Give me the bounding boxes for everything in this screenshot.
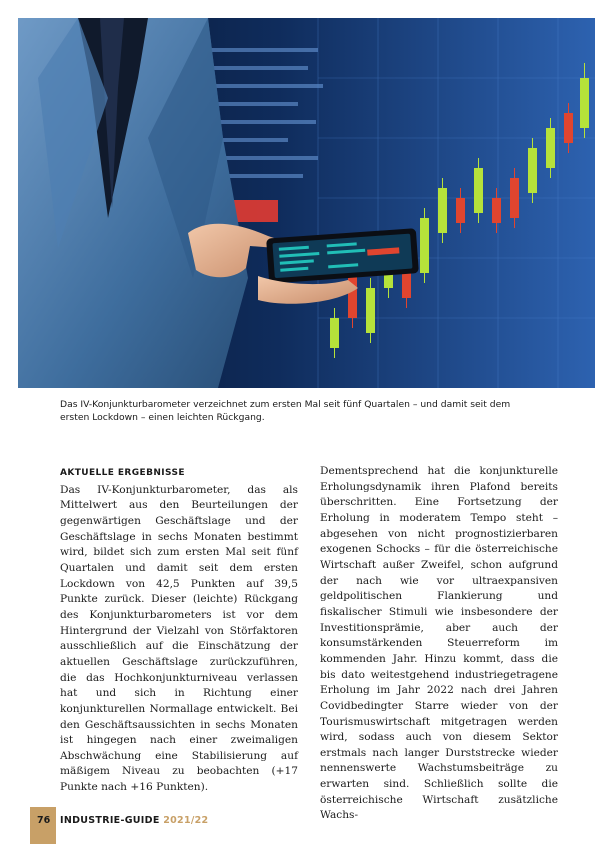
businessman-tablet-stock-chart-photo	[18, 18, 595, 388]
publication-name: INDUSTRIE-GUIDE	[60, 815, 160, 826]
image-caption: Das IV-Konjunkturbarometer verzeichnet zum ersten Mal seit fünf Quartalen – und damit seit dem ersten Lockdown – einen leichten Rückgang.	[60, 399, 511, 423]
hero-photo	[18, 18, 595, 388]
section-heading: AKTUELLE ERGEBNISSE	[60, 468, 185, 478]
article-paragraph-right: Dementsprechend hat die konjunkturelle Erholungsdynamik ihren Plafond bereits überschritten. Eine Fortsetzung der Erholung in moderatem Tempo steht – abgesehen von nicht prognostizierbaren exogenen Schocks – für die österreichische Wirtschaft außer Zweifel, schon aufgrund der nach wie vor ultraexpansiven geldpolitischen Flankierung und fiskalischer Stimuli wie insbesondere der Investitionsprämie, aber auch der konsumstärkenden Steuerreform im kommenden Jahr. Hinzu kommt, dass die bis dato weitestgehend industriegetragene Erholung im Jahr 2022 nach drei Jahren Covidbedingter Starre wieder von der Tourismuswirtschaft mitgetragen werden wird, sodass auch von diesem Sektor erstmals nach langer Durststrecke wieder nennenswerte Wachstumsbeiträge zu erwarten sind. Schließlich sollte die österreichische Wirtschaft zusätzliche Wachs-	[320, 465, 558, 822]
publication-footer	[60, 815, 208, 826]
article-column-left	[60, 466, 298, 796]
page-number: 76	[37, 815, 51, 826]
publication-year: 2021/22	[163, 815, 209, 826]
article-paragraph-left: Das IV-Konjunkturbarometer, das als Mittelwert aus den Beurteilungen der gegenwärtigen Geschäftslage und der Geschäftslage in sechs Monaten bestimmt wird, bildet sich zum ersten Mal seit fünf Quartalen und damit seit dem ersten Lockdown von 42,5 Punkten auf 39,5 Punkte zurück. Dieser (leichte) Rückgang des Konjunkturbarometers ist vor dem Hintergrund der Vielzahl von Störfaktoren ausschließlich auf die Einschätzung der aktuellen Geschäftslage zurückzuführen, die das Hochkonjunkturniveau verlassen hat und sich in Richtung einer konjunkturellen Normallage entwickelt. Bei den Geschäftsaussichten in sechs Monaten ist hingegen nach einer zweimaligen Abschwächung eine Stabilisierung auf mäßigem Niveau zu beobachten (+17 Punkte nach +16 Punkten).	[60, 483, 298, 794]
article-column-right	[320, 464, 558, 824]
